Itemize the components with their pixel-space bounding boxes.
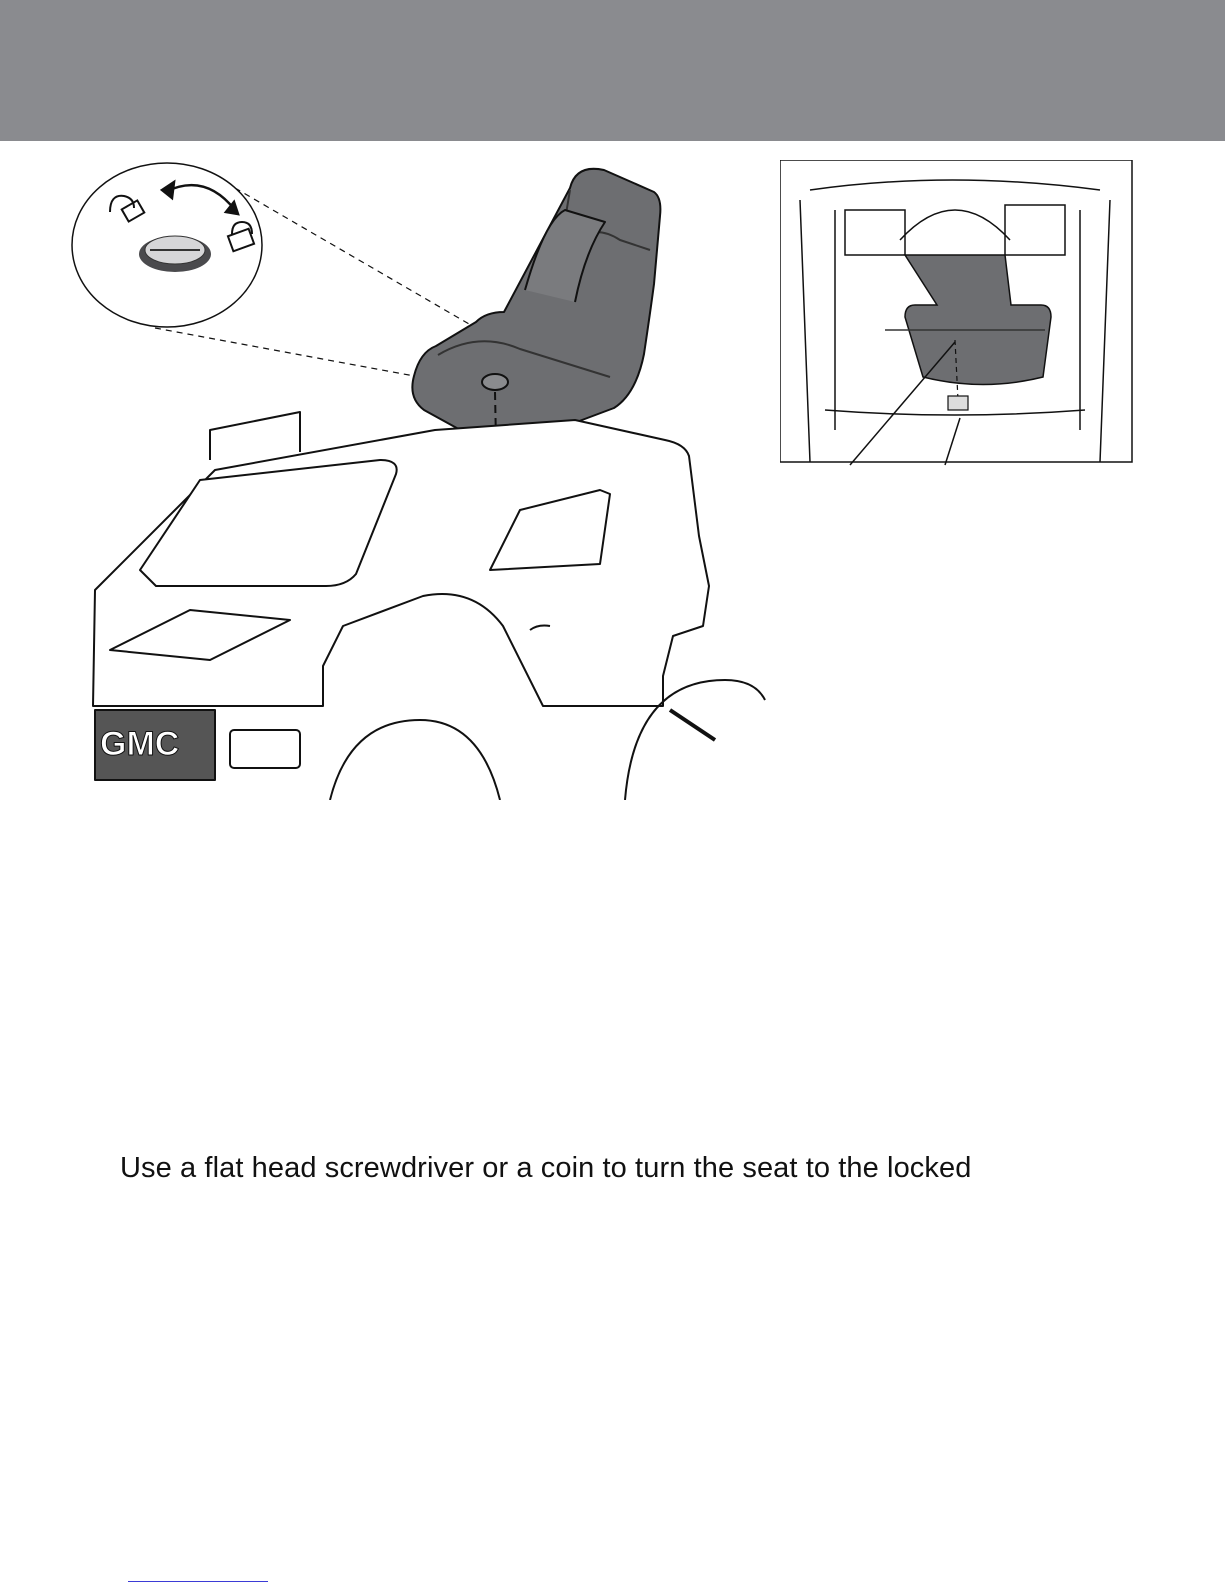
header-band [0,0,1225,141]
lock-detail-callout [72,163,262,327]
truck-body [93,412,765,800]
seat-installation-illustration [70,150,810,800]
truck-logo-text: GMC [100,725,180,763]
footer-link-underline[interactable] [128,1581,268,1582]
seat [412,169,660,440]
instruction-text: Use a flat head screwdriver or a coin to turn the seat to the locked [120,1152,972,1184]
coin-slot-icon [139,236,211,272]
top-view-seat-lock-illustration [780,160,1150,470]
seat-latch [948,396,968,410]
